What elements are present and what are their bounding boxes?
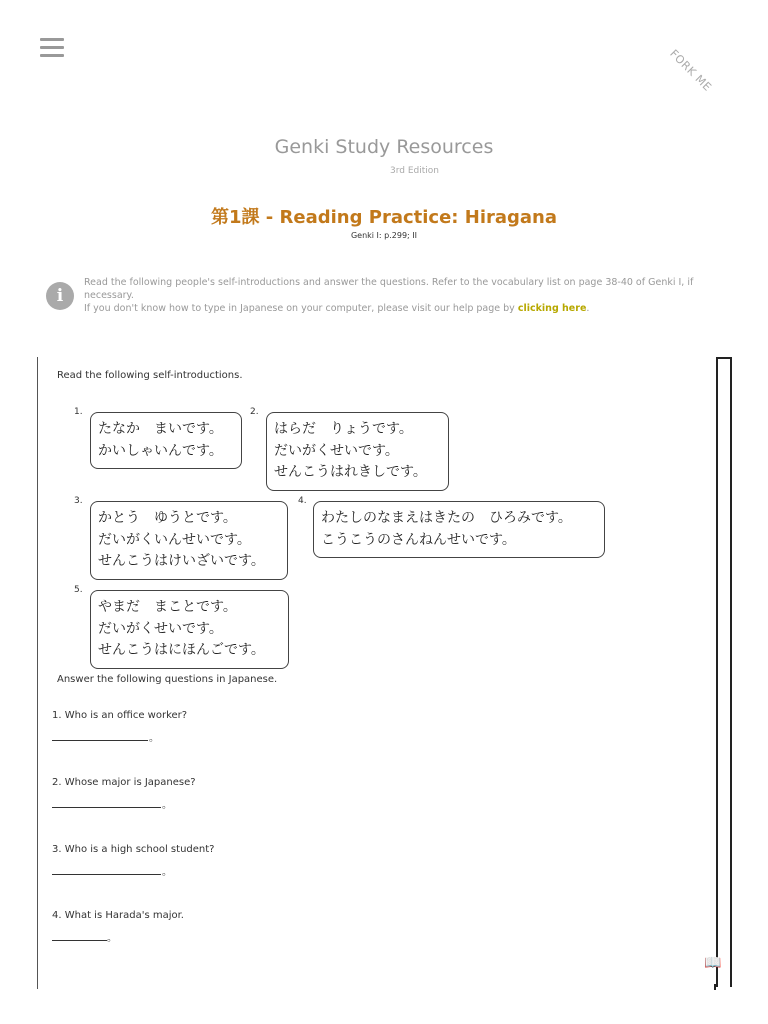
answer-input-4[interactable] bbox=[52, 927, 107, 941]
intro-4-line-2: こうこうのさんねんせいです。 bbox=[321, 531, 516, 548]
intro-number-5: 5. bbox=[74, 585, 83, 595]
edition-label: 3rd Edition bbox=[390, 166, 439, 176]
answer-2-end: 。 bbox=[162, 800, 172, 811]
instruction-answer: Answer the following questions in Japanese. bbox=[57, 674, 278, 685]
help-page-link[interactable]: clicking here bbox=[517, 303, 587, 314]
intro-number-3: 3. bbox=[74, 496, 83, 506]
answer-3-end: 。 bbox=[162, 867, 172, 878]
scroll-rail-bottom bbox=[714, 984, 716, 990]
answer-1-end: 。 bbox=[149, 733, 159, 744]
intro-3-line-3: せんこうはけいざいです。 bbox=[98, 553, 265, 569]
instruction-read: Read the following self-introductions. bbox=[57, 370, 243, 381]
intro-3-line-1: かとう ゆうとです。 bbox=[98, 510, 237, 526]
site-title[interactable]: Genki Study Resources bbox=[274, 136, 494, 158]
lesson-reference: Genki I: p.299; II bbox=[350, 231, 418, 240]
question-3: 3. Who is a high school student? bbox=[52, 844, 215, 855]
info-line-2-end: . bbox=[586, 303, 590, 314]
intro-box-5 bbox=[90, 590, 289, 669]
answer-input-1[interactable] bbox=[52, 727, 148, 741]
intro-box-3 bbox=[90, 501, 288, 580]
question-1: 1. Who is an office worker? bbox=[52, 710, 188, 721]
question-2: 2. Whose major is Japanese? bbox=[52, 777, 196, 788]
intro-5-line-3: せんこうはにほんごです。 bbox=[98, 642, 265, 658]
intro-2-line-1: はらだ りょうです。 bbox=[274, 421, 413, 437]
intro-number-4: 4. bbox=[298, 496, 307, 506]
lesson-title: 第1課 - Reading Practice: Hiragana bbox=[210, 207, 558, 228]
answer-input-3[interactable] bbox=[52, 861, 161, 875]
book-icon[interactable]: 📖 bbox=[704, 955, 722, 971]
exercise-left-border bbox=[37, 357, 38, 989]
intro-box-4 bbox=[313, 501, 605, 558]
hamburger-menu-icon[interactable] bbox=[40, 38, 64, 58]
info-line-2-text: If you don't know how to type in Japanese on your computer, please visit our help page by bbox=[84, 303, 515, 314]
answer-input-2[interactable] bbox=[52, 794, 161, 808]
intro-3-line-2: だいがくいんせいです。 bbox=[98, 531, 251, 548]
fork-me-link[interactable]: FORK ME bbox=[667, 47, 715, 94]
info-icon: i bbox=[46, 282, 74, 310]
intro-2-line-3: せんこうはれきしです。 bbox=[274, 464, 427, 480]
intro-number-2: 2. bbox=[250, 407, 259, 417]
info-line-1: Read the following people's self-introductions and answer the questions. Refer to the vocabulary list on page 38-40 of Genki I, if necessary. bbox=[84, 277, 694, 301]
answer-4-end: 。 bbox=[107, 933, 117, 944]
intro-2-line-2: だいがくせいです。 bbox=[274, 442, 399, 459]
intro-5-line-2: だいがくせいです。 bbox=[98, 620, 223, 637]
exercise-scroll-rail[interactable] bbox=[716, 357, 732, 987]
intro-number-1: 1. bbox=[74, 407, 83, 417]
info-line-2 bbox=[84, 302, 714, 315]
intro-box-2 bbox=[266, 412, 449, 491]
intro-1-line-2: かいしゃいんです。 bbox=[98, 442, 223, 459]
intro-4-line-1: わたしのなまえはきたの ひろみです。 bbox=[321, 510, 572, 526]
intro-box-1 bbox=[90, 412, 242, 469]
intro-1-line-1: たなか まいです。 bbox=[98, 421, 223, 437]
question-4: 4. What is Harada's major. bbox=[52, 910, 184, 921]
intro-5-line-1: やまだ まことです。 bbox=[98, 599, 237, 615]
info-text bbox=[84, 276, 714, 315]
